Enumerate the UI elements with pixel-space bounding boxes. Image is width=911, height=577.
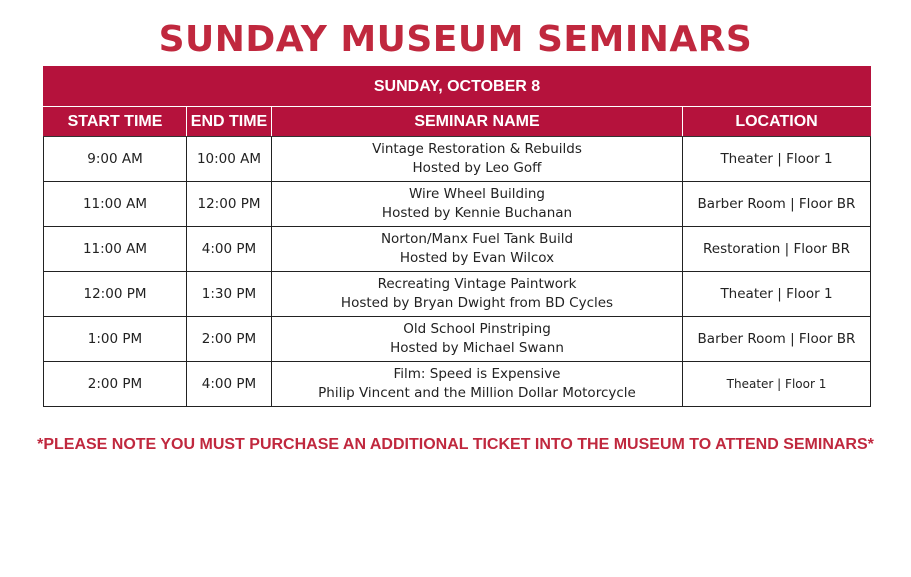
date-heading: SUNDAY, OCTOBER 8: [44, 67, 871, 107]
table-row: [44, 182, 871, 227]
end-time-cell: 4:00 PM: [187, 362, 272, 407]
seminar-title: Old School Pinstriping: [403, 321, 551, 337]
location-cell: Theater | Floor 1: [683, 362, 871, 407]
ticket-notice: *PLEASE NOTE YOU MUST PURCHASE AN ADDITIONAL TICKET INTO THE MUSEUM TO ATTEND SEMINARS*: [37, 436, 874, 453]
page-title: SUNDAY MUSEUM SEMINARS: [158, 19, 753, 60]
column-header-location: LOCATION: [683, 107, 871, 137]
table-row: [44, 362, 871, 407]
seminar-host: Hosted by Evan Wilcox: [399, 250, 555, 266]
seminar-name-cell: [272, 362, 683, 407]
column-header-start-time: START TIME: [44, 107, 187, 137]
table-row: [44, 317, 871, 362]
location-cell: Theater | Floor 1: [683, 137, 871, 182]
seminar-schedule-table: [43, 66, 871, 407]
start-time-cell: 2:00 PM: [44, 362, 187, 407]
end-time-cell: 4:00 PM: [187, 227, 272, 272]
start-time-cell: 11:00 AM: [44, 227, 187, 272]
location-cell: Restoration | Floor BR: [683, 227, 871, 272]
table-row: [44, 227, 871, 272]
start-time-cell: 12:00 PM: [44, 272, 187, 317]
start-time-cell: 11:00 AM: [44, 182, 187, 227]
end-time-cell: 10:00 AM: [187, 137, 272, 182]
seminar-name-cell: [272, 182, 683, 227]
seminar-title: Vintage Restoration & Rebuilds: [372, 141, 582, 157]
seminar-name-cell: [272, 272, 683, 317]
start-time-cell: 9:00 AM: [44, 137, 187, 182]
location-cell: Theater | Floor 1: [683, 272, 871, 317]
table-row: [44, 272, 871, 317]
seminar-title: Recreating Vintage Paintwork: [377, 276, 577, 292]
column-header-row: [44, 107, 871, 137]
table-row: [44, 137, 871, 182]
location-cell: Barber Room | Floor BR: [683, 317, 871, 362]
seminar-name-cell: [272, 317, 683, 362]
seminar-host: Philip Vincent and the Million Dollar Motorcycle: [318, 385, 636, 401]
location-cell: Barber Room | Floor BR: [683, 182, 871, 227]
end-time-cell: 2:00 PM: [187, 317, 272, 362]
seminar-host: Hosted by Kennie Buchanan: [381, 205, 573, 221]
seminar-name-cell: [272, 227, 683, 272]
end-time-cell: 12:00 PM: [187, 182, 272, 227]
seminar-host: Hosted by Michael Swann: [390, 340, 564, 356]
seminar-host: Hosted by Bryan Dwight from BD Cycles: [340, 295, 614, 311]
column-header-seminar-name: SEMINAR NAME: [272, 107, 683, 137]
seminar-title: Norton/Manx Fuel Tank Build: [380, 231, 574, 247]
seminar-name-cell: [272, 137, 683, 182]
seminar-title: Wire Wheel Building: [409, 186, 545, 202]
seminar-title: Film: Speed is Expensive: [393, 366, 561, 382]
end-time-cell: 1:30 PM: [187, 272, 272, 317]
seminar-host: Hosted by Leo Goff: [412, 160, 542, 176]
date-header-row: [44, 67, 871, 107]
start-time-cell: 1:00 PM: [44, 317, 187, 362]
column-header-end-time: END TIME: [187, 107, 272, 137]
